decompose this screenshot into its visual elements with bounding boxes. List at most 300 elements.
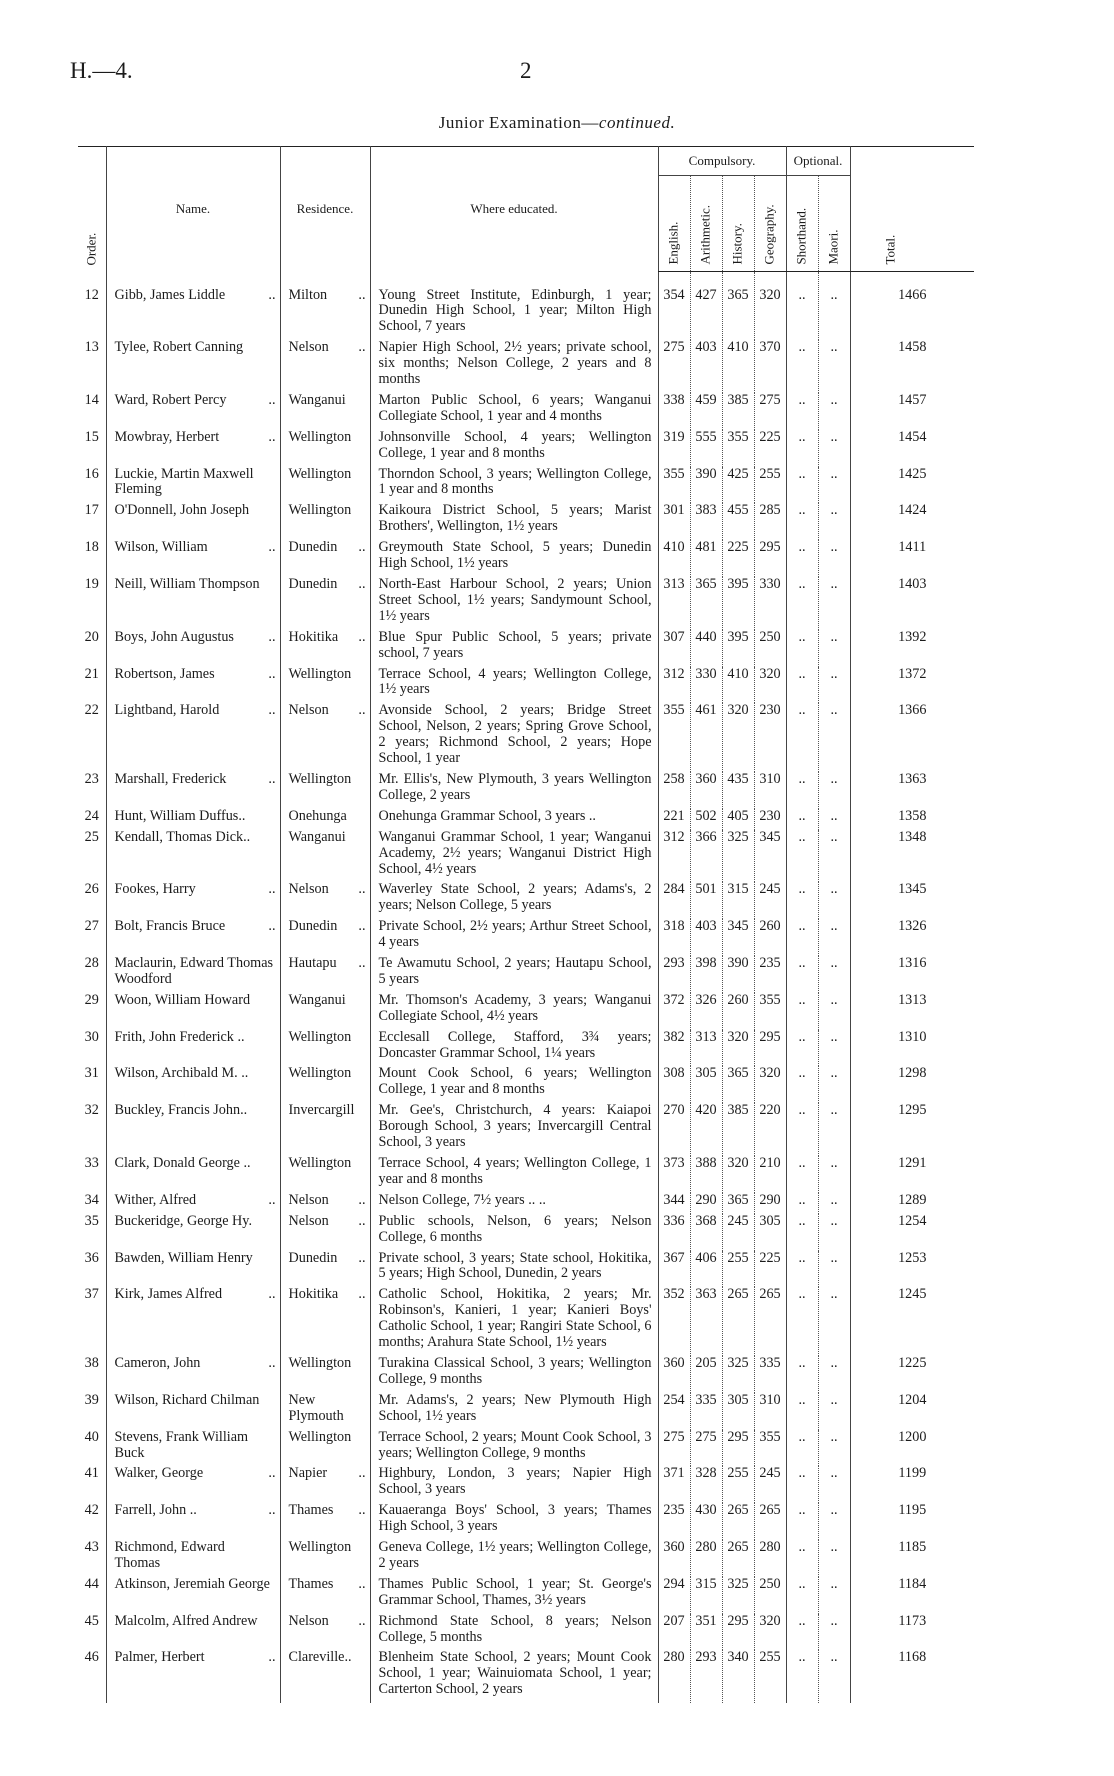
- cell-geography: 245: [754, 1466, 786, 1503]
- cell-total: 1200: [850, 1430, 974, 1467]
- cell-order: 14: [84, 391, 99, 408]
- cell-english: 307: [658, 630, 690, 667]
- cell-where: Thames Public School, 1 year; St. George's Grammar School, Thames, 3½ years: [370, 1577, 658, 1614]
- cell-maori: ..: [818, 1156, 850, 1193]
- name-leader-dots: [274, 1393, 276, 1409]
- name-leader-dots: [274, 1103, 276, 1119]
- cell-where: Marton Public School, 6 years; Wanganui Collegiate School, 1 year and 4 months: [370, 393, 658, 430]
- cell-english: 338: [658, 393, 690, 430]
- cell-maori: ..: [818, 1287, 850, 1356]
- cell-arithmetic: 403: [690, 919, 722, 956]
- cell-total: 1466: [850, 272, 974, 341]
- cell-where: Kauaeranga Boys' School, 3 years; Thames High School, 3 years: [370, 1503, 658, 1540]
- cell-residence: [280, 272, 370, 341]
- cell-order: 40: [84, 1428, 99, 1445]
- cell-english: 371: [658, 1466, 690, 1503]
- cell-maori: ..: [818, 1251, 850, 1288]
- cell-total: 1411: [850, 540, 974, 577]
- cell-total: 1366: [850, 703, 974, 772]
- cell-history: 325: [722, 1356, 754, 1393]
- cell-maori: ..: [818, 1356, 850, 1393]
- residence-text: Invercargill: [288, 1102, 355, 1119]
- name-text: Kendall, Thomas Dick..: [114, 828, 251, 845]
- name-leader-dots: ..: [268, 1465, 276, 1482]
- col-history: History.: [722, 176, 754, 272]
- cell-order: 31: [84, 1065, 99, 1082]
- cell-shorthand: ..: [786, 919, 818, 956]
- cell-maori: ..: [818, 667, 850, 704]
- group-compulsory: Compulsory.: [658, 147, 786, 176]
- cell-name: [106, 503, 280, 540]
- name-text: Cameron, John: [114, 1354, 201, 1371]
- name-text: Atkinson, Jeremiah George: [114, 1575, 270, 1592]
- results-table: [78, 146, 974, 1703]
- cell-order: 28: [84, 955, 99, 972]
- name-text: Buckeridge, George Hy.: [114, 1212, 252, 1229]
- cell-residence: [280, 1030, 370, 1067]
- cell-geography: 355: [754, 993, 786, 1030]
- table-row: [78, 1103, 974, 1156]
- cell-where: Geneva College, 1½ years; Wellington College, 2 years: [370, 1540, 658, 1577]
- cell-shorthand: ..: [786, 703, 818, 772]
- cell-history: 405: [722, 809, 754, 830]
- name-text: Robertson, James: [114, 665, 215, 682]
- residence-text: Nelson: [288, 702, 329, 719]
- table-body: [78, 272, 974, 1704]
- residence-text: Wellington: [288, 1539, 352, 1556]
- cell-total: 1184: [850, 1577, 974, 1614]
- cell-shorthand: ..: [786, 430, 818, 467]
- cell-geography: 370: [754, 340, 786, 393]
- cell-english: 313: [658, 577, 690, 630]
- cell-residence: [280, 993, 370, 1030]
- cell-history: 390: [722, 956, 754, 993]
- residence-leader-dots: ..: [358, 286, 366, 303]
- cell-history: 255: [722, 1251, 754, 1288]
- cell-total: 1358: [850, 809, 974, 830]
- name-leader-dots: ..: [268, 1286, 276, 1303]
- cell-residence: [280, 956, 370, 993]
- document-reference: H.—4.: [70, 58, 133, 83]
- name-leader-dots: [274, 503, 276, 519]
- cell-total: 1372: [850, 667, 974, 704]
- table-row: [78, 467, 974, 504]
- cell-maori: ..: [818, 577, 850, 630]
- residence-text: Wellington: [288, 1028, 352, 1045]
- cell-order: 34: [84, 1191, 99, 1208]
- cell-english: 284: [658, 882, 690, 919]
- residence-text: Nelson: [288, 1212, 329, 1229]
- residence-text: Wellington: [288, 1065, 352, 1082]
- cell-history: 365: [722, 1193, 754, 1214]
- cell-maori: ..: [818, 882, 850, 919]
- cell-residence: [280, 1650, 370, 1703]
- cell-maori: ..: [818, 1103, 850, 1156]
- residence-leader-dots: [364, 830, 366, 846]
- cell-english: 308: [658, 1066, 690, 1103]
- cell-shorthand: ..: [786, 830, 818, 883]
- cell-arithmetic: 406: [690, 1251, 722, 1288]
- cell-history: 325: [722, 1577, 754, 1614]
- cell-order: 41: [84, 1465, 99, 1482]
- residence-text: Nelson: [288, 339, 329, 356]
- name-text: Fookes, Harry: [114, 881, 196, 898]
- cell-total: 1253: [850, 1251, 974, 1288]
- cell-english: 293: [658, 956, 690, 993]
- cell-english: 301: [658, 503, 690, 540]
- cell-where: Mr. Thomson's Academy, 3 years; Wanganui Collegiate School, 4½ years: [370, 993, 658, 1030]
- residence-text: Wellington: [288, 465, 352, 482]
- cell-english: 360: [658, 1356, 690, 1393]
- table-row: [78, 1393, 974, 1430]
- cell-arithmetic: 459: [690, 393, 722, 430]
- cell-residence: [280, 809, 370, 830]
- cell-total: 1345: [850, 882, 974, 919]
- name-leader-dots: ..: [268, 539, 276, 556]
- name-text: Wither, Alfred: [114, 1191, 197, 1208]
- table-row: [78, 540, 974, 577]
- cell-order: 12: [84, 286, 99, 303]
- cell-total: 1245: [850, 1287, 974, 1356]
- cell-residence: [280, 630, 370, 667]
- cell-order: 44: [84, 1575, 99, 1592]
- name-text: Kirk, James Alfred: [114, 1286, 223, 1303]
- group-optional: Optional.: [786, 147, 850, 176]
- cell-history: 255: [722, 1466, 754, 1503]
- cell-maori: ..: [818, 1540, 850, 1577]
- cell-geography: 265: [754, 1287, 786, 1356]
- cell-maori: ..: [818, 919, 850, 956]
- cell-order: 43: [84, 1539, 99, 1556]
- cell-maori: ..: [818, 830, 850, 883]
- cell-residence: [280, 772, 370, 809]
- cell-arithmetic: 290: [690, 1193, 722, 1214]
- cell-maori: ..: [818, 430, 850, 467]
- cell-maori: ..: [818, 1503, 850, 1540]
- col-geography: Geography.: [754, 176, 786, 272]
- cell-where: Onehunga Grammar School, 3 years ..: [370, 809, 658, 830]
- col-shorthand: Shorthand.: [786, 176, 818, 272]
- table-row: [78, 1540, 974, 1577]
- cell-residence: [280, 1503, 370, 1540]
- cell-shorthand: ..: [786, 577, 818, 630]
- cell-arithmetic: 403: [690, 340, 722, 393]
- cell-order: 22: [84, 702, 99, 719]
- residence-leader-dots: [364, 667, 366, 683]
- cell-maori: ..: [818, 1650, 850, 1703]
- cell-geography: 335: [754, 1356, 786, 1393]
- cell-english: 344: [658, 1193, 690, 1214]
- cell-name: [106, 1503, 280, 1540]
- cell-total: 1348: [850, 830, 974, 883]
- col-english: English.: [658, 176, 690, 272]
- name-text: Woon, William Howard: [114, 991, 251, 1008]
- cell-residence: [280, 1156, 370, 1193]
- cell-history: 365: [722, 272, 754, 341]
- cell-arithmetic: 293: [690, 1650, 722, 1703]
- cell-total: 1298: [850, 1066, 974, 1103]
- residence-leader-dots: [364, 809, 366, 825]
- cell-shorthand: ..: [786, 1540, 818, 1577]
- cell-name: [106, 703, 280, 772]
- cell-shorthand: ..: [786, 540, 818, 577]
- residence-text: Wellington: [288, 770, 352, 787]
- cell-geography: 245: [754, 882, 786, 919]
- residence-text: Clareville..: [288, 1649, 352, 1666]
- cell-history: 295: [722, 1430, 754, 1467]
- cell-geography: 280: [754, 1540, 786, 1577]
- cell-where: Ecclesall College, Stafford, 3¾ years; Doncaster Grammar School, 1¼ years: [370, 1030, 658, 1067]
- cell-geography: 295: [754, 1030, 786, 1067]
- table-row: [78, 1503, 974, 1540]
- cell-geography: 260: [754, 919, 786, 956]
- residence-text: Wanganui: [288, 991, 346, 1008]
- cell-geography: 330: [754, 577, 786, 630]
- cell-order: 29: [84, 991, 99, 1008]
- cell-order: 19: [84, 576, 99, 592]
- cell-geography: 305: [754, 1214, 786, 1251]
- cell-arithmetic: 326: [690, 993, 722, 1030]
- title-main: Junior Examination—: [438, 113, 599, 132]
- cell-english: 355: [658, 703, 690, 772]
- table-row: [78, 1251, 974, 1288]
- cell-arithmetic: 205: [690, 1356, 722, 1393]
- cell-history: 365: [722, 1066, 754, 1103]
- cell-name: [106, 1650, 280, 1703]
- cell-english: 382: [658, 1030, 690, 1067]
- cell-shorthand: ..: [786, 630, 818, 667]
- cell-name: [106, 1540, 280, 1577]
- cell-english: 410: [658, 540, 690, 577]
- cell-shorthand: ..: [786, 1251, 818, 1288]
- cell-shorthand: ..: [786, 1103, 818, 1156]
- name-text: Neill, William Thompson: [114, 576, 260, 592]
- name-text: Hunt, William Duffus..: [114, 807, 246, 824]
- table-row: [78, 340, 974, 393]
- cell-maori: ..: [818, 1066, 850, 1103]
- name-leader-dots: [274, 340, 276, 356]
- cell-shorthand: ..: [786, 503, 818, 540]
- cell-total: 1204: [850, 1393, 974, 1430]
- cell-geography: 345: [754, 830, 786, 883]
- residence-leader-dots: [364, 430, 366, 446]
- title-continued: continued.: [598, 113, 676, 132]
- cell-geography: 220: [754, 1103, 786, 1156]
- cell-maori: ..: [818, 1466, 850, 1503]
- cell-maori: ..: [818, 1030, 850, 1067]
- residence-leader-dots: ..: [358, 702, 366, 719]
- residence-text: Wanganui: [288, 391, 346, 408]
- cell-english: 318: [658, 919, 690, 956]
- residence-leader-dots: ..: [358, 576, 366, 592]
- residence-leader-dots: [364, 503, 366, 519]
- cell-english: 254: [658, 1393, 690, 1430]
- cell-geography: 210: [754, 1156, 786, 1193]
- cell-name: [106, 430, 280, 467]
- cell-arithmetic: 461: [690, 703, 722, 772]
- name-leader-dots: ..: [268, 428, 276, 445]
- cell-residence: [280, 430, 370, 467]
- cell-geography: 320: [754, 1614, 786, 1651]
- table-row: [78, 882, 974, 919]
- residence-leader-dots: ..: [358, 918, 366, 935]
- table-row: [78, 1430, 974, 1467]
- cell-geography: 265: [754, 1503, 786, 1540]
- cell-english: 221: [658, 809, 690, 830]
- cell-english: 312: [658, 830, 690, 883]
- cell-name: [106, 393, 280, 430]
- cell-english: 275: [658, 340, 690, 393]
- cell-order: 17: [84, 502, 99, 519]
- table-row: [78, 809, 974, 830]
- cell-history: 345: [722, 919, 754, 956]
- cell-history: 355: [722, 430, 754, 467]
- cell-where: Nelson College, 7½ years .. ..: [370, 1193, 658, 1214]
- cell-shorthand: ..: [786, 809, 818, 830]
- cell-shorthand: ..: [786, 1393, 818, 1430]
- table-row: [78, 393, 974, 430]
- name-text: Tylee, Robert Canning: [114, 339, 244, 356]
- cell-maori: ..: [818, 503, 850, 540]
- cell-arithmetic: 328: [690, 1466, 722, 1503]
- name-text: Farrell, John ..: [114, 1502, 197, 1519]
- cell-maori: ..: [818, 467, 850, 504]
- cell-english: 372: [658, 993, 690, 1030]
- cell-order: 42: [84, 1502, 99, 1519]
- cell-name: [106, 1466, 280, 1503]
- cell-name: [106, 1214, 280, 1251]
- residence-leader-dots: ..: [358, 339, 366, 356]
- residence-leader-dots: ..: [358, 1249, 366, 1266]
- cell-english: 352: [658, 1287, 690, 1356]
- residence-text: Wellington: [288, 1354, 352, 1371]
- cell-shorthand: ..: [786, 393, 818, 430]
- residence-text: Wellington: [288, 502, 352, 519]
- name-leader-dots: ..: [268, 770, 276, 787]
- cell-arithmetic: 351: [690, 1614, 722, 1651]
- table-row: [78, 1466, 974, 1503]
- name-leader-dots: [274, 1251, 276, 1267]
- cell-geography: 255: [754, 467, 786, 504]
- cell-residence: [280, 667, 370, 704]
- cell-history: 245: [722, 1214, 754, 1251]
- table-row: [78, 1577, 974, 1614]
- name-text: Ward, Robert Percy: [114, 391, 227, 408]
- cell-shorthand: ..: [786, 1156, 818, 1193]
- cell-residence: [280, 1614, 370, 1651]
- cell-maori: ..: [818, 540, 850, 577]
- cell-name: [106, 1193, 280, 1214]
- residence-leader-dots: ..: [358, 1212, 366, 1229]
- cell-arithmetic: 366: [690, 830, 722, 883]
- cell-history: 260: [722, 993, 754, 1030]
- table-row: [78, 272, 974, 341]
- name-leader-dots: [274, 1156, 276, 1172]
- residence-leader-dots: ..: [358, 1465, 366, 1482]
- residence-leader-dots: [364, 1540, 366, 1556]
- col-where-educated: Where educated.: [370, 147, 658, 272]
- cell-residence: [280, 340, 370, 393]
- cell-where: Te Awamutu School, 2 years; Hautapu School, 5 years: [370, 956, 658, 993]
- cell-shorthand: ..: [786, 1430, 818, 1467]
- name-leader-dots: [274, 577, 276, 593]
- residence-text: Wellington: [288, 1428, 352, 1445]
- name-leader-dots: ..: [268, 881, 276, 898]
- residence-text: Milton: [288, 286, 328, 303]
- cell-arithmetic: 305: [690, 1066, 722, 1103]
- cell-total: 1424: [850, 503, 974, 540]
- cell-history: 315: [722, 882, 754, 919]
- cell-name: [106, 772, 280, 809]
- cell-maori: ..: [818, 1614, 850, 1651]
- cell-english: 319: [658, 430, 690, 467]
- name-leader-dots: [274, 830, 276, 846]
- page-number: 2: [520, 58, 532, 83]
- cell-shorthand: ..: [786, 1614, 818, 1651]
- residence-text: Wanganui: [288, 828, 346, 845]
- residence-leader-dots: [364, 772, 366, 788]
- cell-maori: ..: [818, 340, 850, 393]
- cell-arithmetic: 335: [690, 1393, 722, 1430]
- cell-arithmetic: 330: [690, 667, 722, 704]
- cell-order: 32: [84, 1102, 99, 1119]
- name-leader-dots: ..: [268, 702, 276, 719]
- cell-order: 16: [84, 465, 99, 482]
- cell-order: 36: [84, 1249, 99, 1266]
- cell-arithmetic: 481: [690, 540, 722, 577]
- name-text: Wilson, Richard Chilman: [114, 1391, 260, 1408]
- cell-residence: [280, 919, 370, 956]
- cell-name: [106, 667, 280, 704]
- cell-arithmetic: 398: [690, 956, 722, 993]
- cell-where: Highbury, London, 3 years; Napier High School, 3 years: [370, 1466, 658, 1503]
- cell-maori: ..: [818, 993, 850, 1030]
- name-text: Bolt, Francis Bruce: [114, 918, 226, 935]
- cell-shorthand: ..: [786, 1030, 818, 1067]
- cell-shorthand: ..: [786, 1466, 818, 1503]
- cell-geography: 250: [754, 630, 786, 667]
- cell-name: [106, 1287, 280, 1356]
- cell-order: 33: [84, 1155, 99, 1171]
- cell-english: 275: [658, 1430, 690, 1467]
- cell-name: [106, 1393, 280, 1430]
- cell-residence: [280, 1466, 370, 1503]
- cell-where: Private School, 2½ years; Arthur Street School, 4 years: [370, 919, 658, 956]
- cell-residence: [280, 830, 370, 883]
- residence-leader-dots: [364, 467, 366, 483]
- cell-history: 325: [722, 830, 754, 883]
- cell-where: Kaikoura District School, 5 years; Marist Brothers', Wellington, 1½ years: [370, 503, 658, 540]
- cell-order: 46: [84, 1649, 99, 1666]
- table-row: [78, 956, 974, 993]
- cell-arithmetic: 313: [690, 1030, 722, 1067]
- name-leader-dots: ..: [268, 391, 276, 408]
- cell-english: 354: [658, 272, 690, 341]
- residence-text: Thames: [288, 1502, 334, 1519]
- cell-geography: 230: [754, 703, 786, 772]
- cell-where: Turakina Classical School, 3 years; Wellington College, 9 months: [370, 1356, 658, 1393]
- table-row: [78, 430, 974, 467]
- cell-order: 18: [84, 539, 99, 556]
- cell-maori: ..: [818, 1193, 850, 1214]
- cell-english: 258: [658, 772, 690, 809]
- cell-shorthand: ..: [786, 1066, 818, 1103]
- cell-order: 26: [84, 881, 99, 898]
- name-text: Lightband, Harold: [114, 702, 220, 719]
- cell-residence: [280, 503, 370, 540]
- cell-arithmetic: 315: [690, 1577, 722, 1614]
- cell-where: Terrace School, 2 years; Mount Cook School, 3 years; Wellington College, 9 months: [370, 1430, 658, 1467]
